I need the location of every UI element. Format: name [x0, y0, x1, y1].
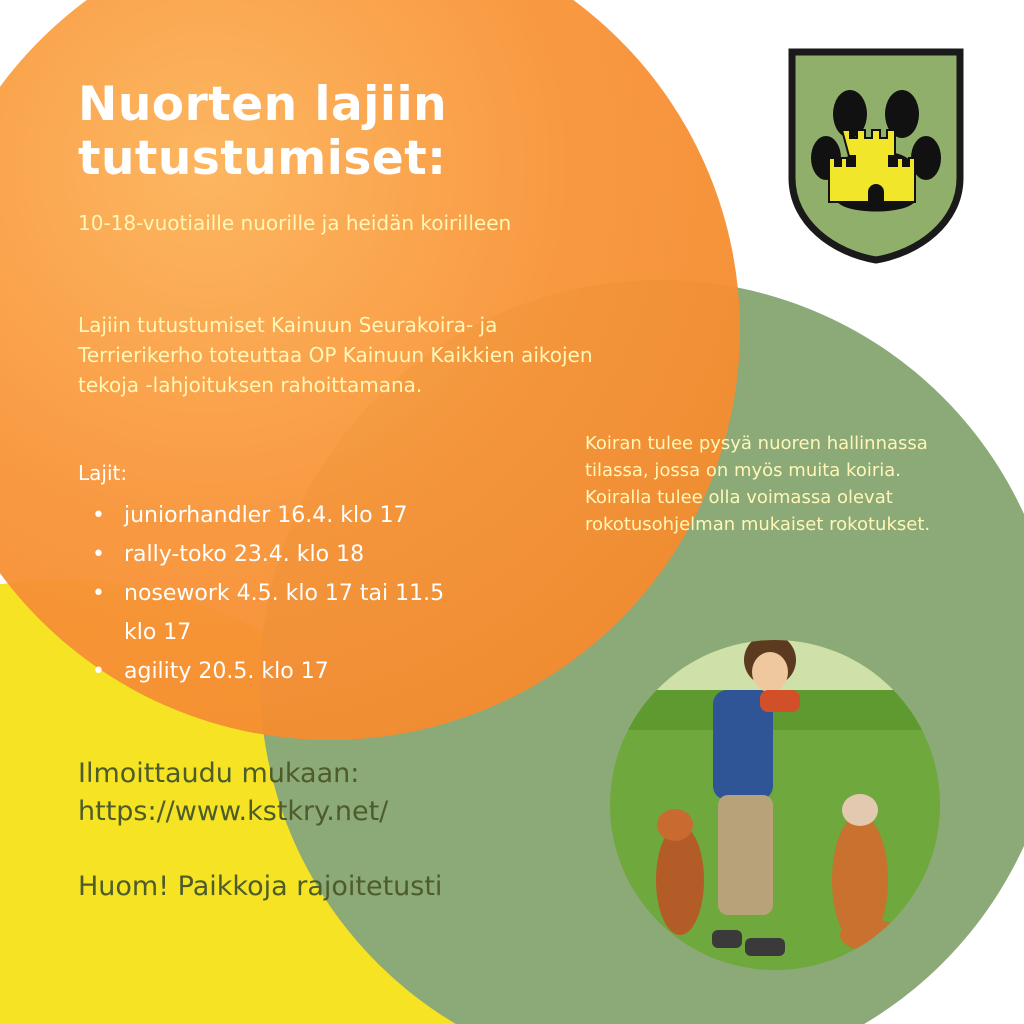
signup-link[interactable]: https://www.kstkry.net/ [78, 796, 389, 827]
sport-item-nosework: • nosework 4.5. klo 17 tai 11.5 klo 17 [92, 574, 452, 652]
signup-label: Ilmoittaudu mukaan: [78, 758, 360, 789]
title-line-1: Nuorten lajiin [78, 77, 448, 132]
requirement-vaccination: Koiralla tulee olla voimassa olevat rokotusohjelman mukaiset rokotukset. [585, 487, 931, 535]
requirements-note [585, 430, 985, 538]
sport-item-juniorhandler: • juniorhandler 16.4. klo 17 [92, 496, 452, 535]
sport-item-rally-toko: • rally-toko 23.4. klo 18 [92, 535, 452, 574]
intro-text: Lajiin tutustumiset Kainuun Seurakoira- ja Terrierikerho toteuttaa OP Kainuun Kaikkien aikojen tekoja -lahjoituksen rahoittamana. [78, 313, 593, 397]
limited-places-warning: Huom! Paikkoja rajoitetusti [78, 871, 443, 902]
page-title [78, 78, 447, 186]
sports-heading: Lajit: [78, 461, 128, 485]
sport-item-agility: • agility 20.5. klo 17 [92, 652, 452, 691]
requirement-control: Koiran tulee pysyä nuoren hallinnassa tilassa, jossa on myös muita koiria. [585, 433, 928, 481]
paw-castle-shield-icon [788, 48, 964, 264]
sports-list [92, 496, 452, 691]
title-line-2: tutustumiset: [78, 131, 447, 186]
subtitle: 10-18-vuotiaille nuorille ja heidän koirilleen [78, 211, 512, 235]
signup-block [78, 755, 388, 831]
